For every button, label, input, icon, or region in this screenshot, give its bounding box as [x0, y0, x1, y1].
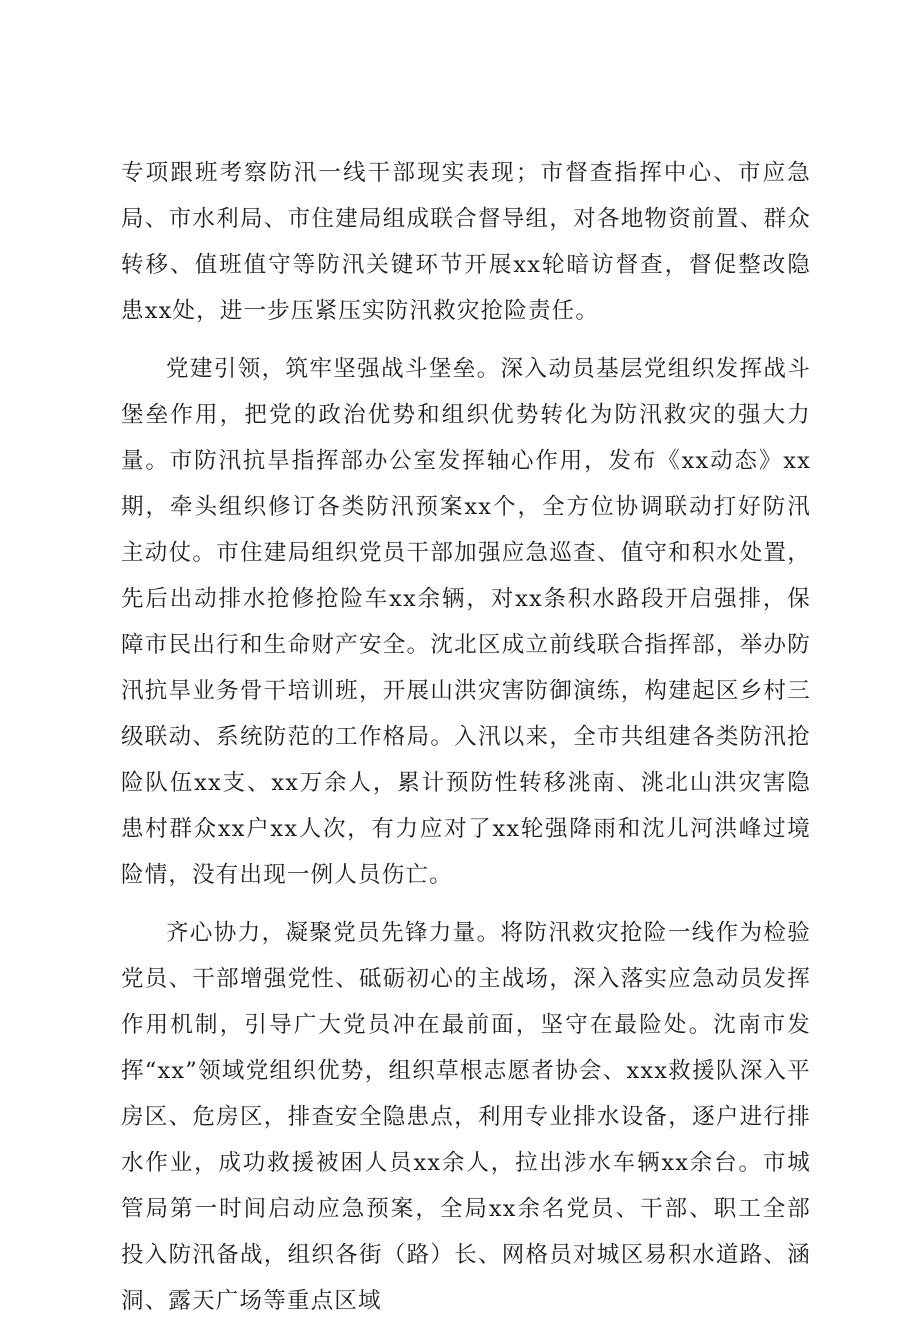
document-body: [121, 150, 811, 1336]
paragraph-vanguard-force: 齐心协力，凝聚党员先锋力量。将防汛救灾抢险一线作为检验党员、干部增强党性、砥砺初心的主战场，深入落实应急动员发挥作用机制，引导广大党员冲在最前面，坚守在最险处。沈南市发挥“xx”领域党组织优势，组织草根志愿者协会、xxx救援队深入平房区、危房区，排查安全隐患点，利用专业排水设备，逐户进行排水作业，成功救援被困人员xx余人，拉出涉水车辆xx余台。市城管局第一时间启动应急预案，全局xx余名党员、干部、职工全部投入防汛备战，组织各街（路）长、网格员对城区易积水道路、涵洞、露天广场等重点区域: [121, 920, 811, 1314]
paragraph-party-building: 党建引领，筑牢坚强战斗堡垒。深入动员基层党组织发挥战斗堡垒作用，把党的政治优势和组织优势转化为防汛救灾的强大力量。市防汛抗旱指挥部办公室发挥轴心作用，发布《xx动态》xx期，牵头组织修订各类防汛预案xx个，全方位协调联动打好防汛主动仗。市住建局组织党员干部加强应急巡查、值守和积水处置，先后出动排水抢修抢险车xx余辆，对xx条积水路段开启强排，保障市民出行和生命财产安全。沈北区成立前线联合指挥部，举办防汛抗旱业务骨干培训班，开展山洪灾害防御演练，构建起区乡村三级联动、系统防范的工作格局。入汛以来，全市共组建各类防汛抢险队伍xx支、xx万余人，累计预防性转移洮南、洮北山洪灾害隐患村群众xx户xx人次，有力应对了xx轮强降雨和沈儿河洪峰过境险情，没有出现一例人员伤亡。: [121, 356, 811, 888]
paragraph-supervision: 专项跟班考察防汛一线干部现实表现；市督查指挥中心、市应急局、市水利局、市住建局组成联合督导组，对各地物资前置、群众转移、值班值守等防汛关键环节开展xx轮暗访督查，督促整改隐患xx处，进一步压紧压实防汛救灾抢险责任。: [121, 160, 811, 324]
